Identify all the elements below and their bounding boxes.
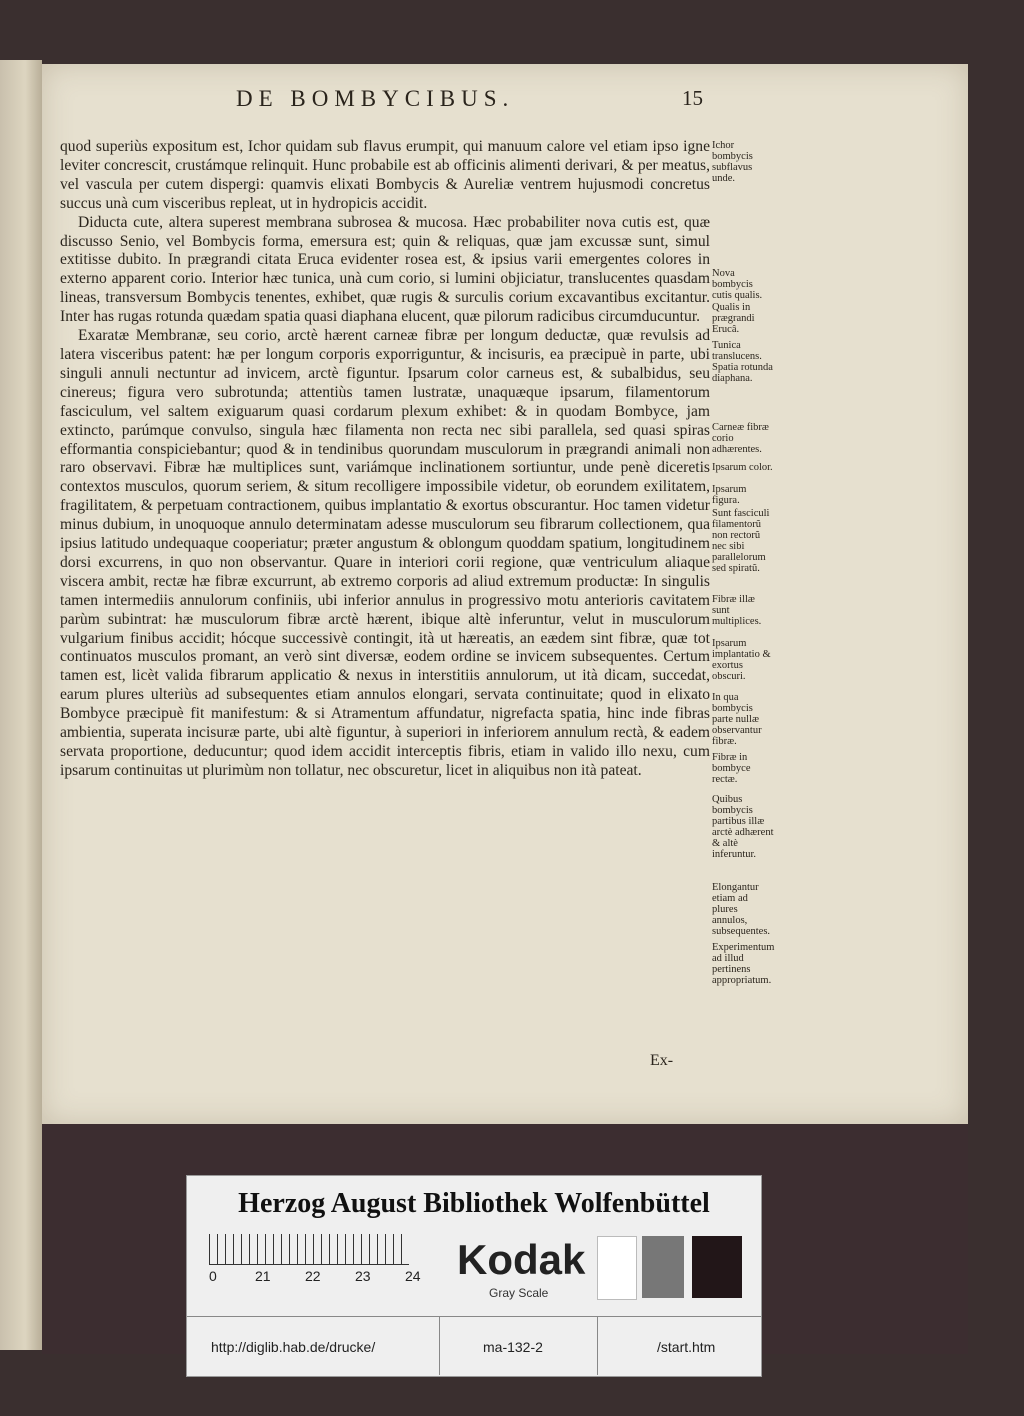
white-patch <box>597 1236 637 1300</box>
margin-note: Ipsarum implantatio & exortus obscuri. <box>712 638 771 682</box>
paragraph-3: Exaratæ Membranæ, seu corio, arctè hærent carneæ fibræ per longum deductæ, quæ revulsis ad latera visceribus patent: hæ per longum corporis exporriguntur, & incisuris, ea præcipuè in parte, ubi singuli annuli nectuntur ad invicem, arctè figuntur. Ipsarum color carneus est, & subalbidus, seu cinereus; figura vero subrotunda; attentiùs tamen lustratæ, unaquæque ipsarum, filamentorum fasciculum, vel saltem exiguarum quasi cordarum plexum exhibet: & in quodam Bombyce, jam extincto, parúmque convulso, singula hæc filamenta non recta nec sibi parallela, sed quasi spiras efformantia conspiciebantur; quod & in tendinibus quorundam musculorum in prægrandi animali non raro observavi. Fibræ hæ multiplices sunt, variámque inclinationem sortiuntur, unde penè diceretis contextos musculos, quorum seriem, & situm recolligere impossibile videtur, ob eorundem exilitatem, fragilitatem, & perpetuam contractionem, quibus implantatio & exortus obscurantur. Hoc tamen videtur minus dubium, in unoquoque annulo determinatam adesse musculorum seu fibrarum collectionem, qua ipsius latitudo undequaque cooperiatur; præter angustum & oblongum quoddam spatium, longitudinem dorsi excurrens, in quo non observantur. Quare in interiori corii regione, quæ ventriculum aliaque viscera ambit, rectæ hæ fibræ excurrunt, ab extremo corporis ad aliud extremum productæ: In singulis tamen intermediis annulorum confiniis, ubi inferior annulus in progressivo motu anterioris cavitatem parùm subintrat: hæ musculorum fibræ arctè hærent, ibique altè inferuntur, velut in musculorum vulgarium finibus accidit; hócque successivè contingit, ità ut hæreatis, an eædem sint fibræ, quæ tot continuatos musculos promant, an verò sint diversæ, eodem ordine se invicem subsequentes. Certum tamen est, licèt valida fibrarum applicatio & nexus in interstitiis annulorum, ut ità dicam, succedat, earum plures ulteriùs ad subsequentes etiam annulos elongari, servata continuitate; quod in elixato Bombyce præcipuè fit manifestum: & si Atramentum affundatur, nigrefacta spatia, hinc inde fibras ambientia, superata incisuræ parte, ubi altè figuntur, à superiori in inferiorem annulum rectà, & eadem servata proportione, deducuntur; quod idem accidit interceptis fibris, etiam in valido illo nexu, cum ipsarum continuitas ut plurimùm non tollatur, nec obscuretur, licet in aliquibus non ità pateat. <box>60 327 710 779</box>
margin-note: Tunica translucens. Spatia rotunda diaphana. <box>712 340 773 384</box>
margin-note: Sunt fasciculi filamentorũ non rectorũ nec sibi parallelorum sed spiratũ. <box>712 508 770 574</box>
ruler-number: 21 <box>255 1268 271 1284</box>
margin-note: Qualis in prægrandi Erucâ. <box>712 302 755 335</box>
divider <box>597 1317 598 1375</box>
ruler <box>209 1234 409 1265</box>
margin-note: Elongantur etiam ad plures annulos, subsequentes. <box>712 882 771 937</box>
dark-patch <box>692 1236 742 1298</box>
margin-note: Ipsarum color. <box>712 462 773 473</box>
kodak-logo: Kodak <box>457 1236 586 1283</box>
library-name: Herzog August Bibliothek Wolfenbüttel <box>238 1188 710 1219</box>
ruler-number: 0 <box>209 1268 217 1284</box>
margin-note: Experimentum ad illud pertinens appropriatum. <box>712 942 775 986</box>
running-header: DE BOMBYCIBUS. <box>236 86 515 111</box>
gray-patch <box>642 1236 684 1298</box>
card-footer <box>187 1316 761 1375</box>
catchword: Ex- <box>650 1052 674 1069</box>
margin-note: Nova bombycis cutis qualis. <box>712 268 763 301</box>
margin-note: Quibus bombycis partibus illæ arctè adhærent & altè inferuntur. <box>712 794 774 860</box>
margin-note: Fibræ in bombyce rectæ. <box>712 752 751 785</box>
margin-note: Fibræ illæ sunt multiplices. <box>712 594 762 627</box>
ruler-number: 22 <box>305 1268 321 1284</box>
card-start: /start.htm <box>657 1339 716 1355</box>
margin-note: Ichor bombycis subflavus unde. <box>712 140 753 184</box>
card-url: http://diglib.hab.de/drucke/ <box>211 1339 376 1355</box>
page-number: 15 <box>682 86 703 110</box>
card-id: ma-132-2 <box>483 1339 543 1355</box>
paragraph-2: Diducta cute, altera superest membrana subrosea & mucosa. Hæc probabiliter nova cutis est, quæ discusso Senio, vel Bombycis forma, emersura est; quin & reliquas, quæ jam excussæ sunt, simul extitisse dubito. In prægrandi citata Eruca evidenter rosea est, & ipsius varii emergentes colores in externo apparent corio. Interior hæc tunica, unà cum corio, si lumini objiciatur, translucentes quasdam lineas, transversum Bombycis tenentes, exhibet, quæ rugis & surculis corium excavantibus excitantur. Inter has rugas rotunda quædam spatia quasi diaphana elucent, quæ pilorum radicibus circumducuntur. <box>60 213 710 326</box>
book-spine <box>0 60 42 1350</box>
ruler-number: 24 <box>405 1268 421 1284</box>
paragraph-1: quod superiùs expositum est, Ichor quidam sub flavus erumpit, qui manuum calore vel etiam ipso igne leviter concrescit, crustámque relinquit. Hunc probabile est ab officinis alimenti derivari, & per meatus, vel vascula per cutem dispergi: quamvis elixati Bombycis & Aureliæ ventrem hujusmodi concretus succus unà cum visceribus repleat, ut in hydropicis accidit. <box>60 138 710 212</box>
ruler-number: 23 <box>355 1268 371 1284</box>
divider <box>439 1317 440 1375</box>
gray-scale-label: Gray Scale <box>489 1286 549 1300</box>
color-calibration-card <box>186 1175 762 1377</box>
main-text <box>60 138 710 781</box>
margin-note: Ipsarum figura. <box>712 484 747 506</box>
margin-note: In qua bombycis parte nullæ observantur fibræ. <box>712 692 762 747</box>
margin-note: Carneæ fibræ corio adhærentes. <box>712 422 769 455</box>
